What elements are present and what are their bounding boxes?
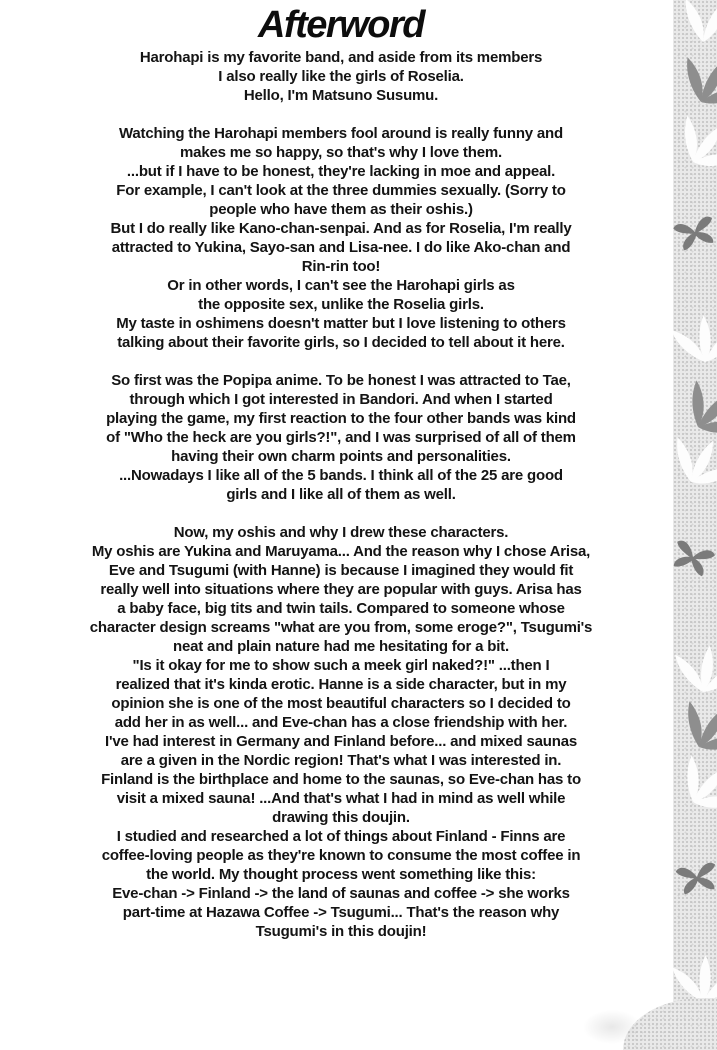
afterword-body — [41, 48, 641, 941]
decorative-border-strip — [673, 0, 717, 1050]
paragraph: Watching the Harohapi members fool around is really funny and makes me so happy, so that's why I love them. ...but if I have to be honest, they're lacking in moe and appeal. For example, I can't look at the three dummies sexually. (Sorry to people who have them as their oshis.) But I do really like Kano-chan-senpai. And as for Roselia, I'm really attracted to Yukina, Sayo-san and Lisa-nee. I do like Ako-chan and Rin-rin too! Or in other words, I can't see the Harohapi girls as the opposite sex, unlike the Roselia girls. My taste in oshimens doesn't matter but I love listening to others talking about their favorite girls, so I decided to tell about it here. — [110, 125, 572, 351]
page-content — [41, 0, 641, 960]
leaf-butterfly-pattern — [673, 0, 717, 1050]
paragraph: Now, my oshis and why I drew these characters. My oshis are Yukina and Maruyama... And the reason why I chose Arisa, Eve and Tsugumi (with Hanne) is because I imagined they would fit really well into situations where they are popular with guys. Arisa has a baby face, big tits and twin tails. Compared to someone whose character design screams "what are you from, some eroge?", Tsugumi's neat and plain nature had me hesitating for a bit. "Is it okay for me to show such a meek girl naked?!" ...then I realized that it's kinda erotic. Hanne is a side character, but in my opinion she is one of the most beautiful characters so I decided to add her in as well... and Eve-chan has a close friendship with her. I've had interest in Germany and Finland before... and mixed saunas are a given in the Nordic region! That's what I was interested in. Finland is the birthplace and home to the saunas, so Eve-chan has to visit a mixed sauna! ...And that's what I had in mind as well while drawing this doujin. I studied and researched a lot of things about Finland - Finns are coffee-loving people as they're known to consume the most coffee in the world. My thought process went something like this: Eve-chan -> Finland -> the land of saunas and coffee -> she works part-time at Hazawa Coffee -> Tsugumi... That's the reason why Tsugumi's in this doujin! — [89, 524, 593, 940]
paragraph: Harohapi is my favorite band, and aside from its members I also really like the girls of Roselia. Hello, I'm Matsuno Susumu. — [139, 49, 543, 104]
paragraph: So first was the Popipa anime. To be honest I was attracted to Tae, through which I got interested in Bandori. And when I started playing the game, my first reaction to the four other bands was kind of "Who the heck are you girls?!", and I was surprised of all of them having their own charm points and personalities. ...Nowadays I like all of the 5 bands. I think all of the 25 are good girls and I like all of them as well. — [106, 372, 576, 503]
page-title: Afterword — [258, 4, 424, 46]
scan-smudge — [583, 1010, 641, 1044]
